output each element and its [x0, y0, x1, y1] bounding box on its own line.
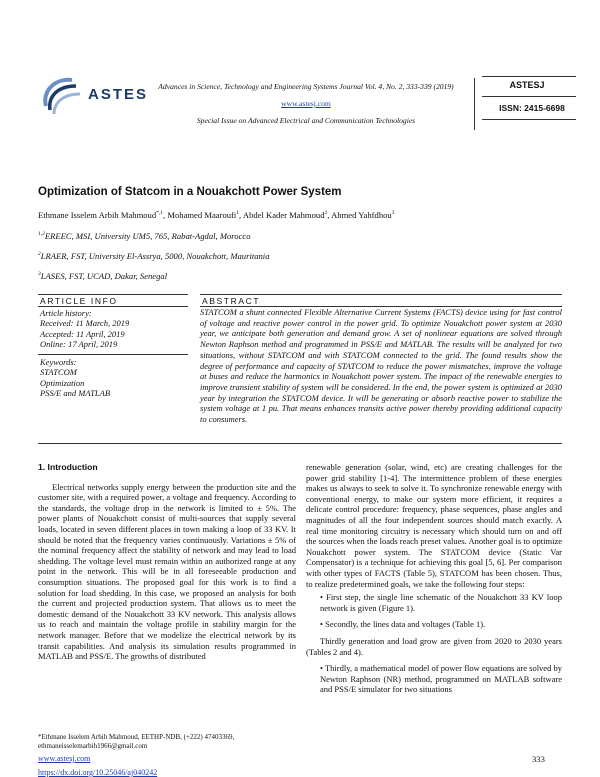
section-heading: 1. Introduction — [38, 462, 98, 472]
keyword-item: Optimization — [40, 377, 85, 388]
keyword-item: STATCOM — [40, 367, 77, 378]
affiliation-1: $^{1,2}$EREEC, MSI, University UM5, 765, Rabat-Agdal, Morocco — [38, 231, 251, 241]
intro-paragraph: Electrical networks supply energy between the production site and the customer site, with a required power, a voltage and frequency. According to the standards, the voltage drop in the network is limited to ± 5%. The power plants of Nouakchott consist of multi-sources that supply several loads, located in seven different places in town making a loop of 33 KV. It should be noted that the frequency varies continuously. Variations ± 5% of the nominal frequency affect the stability of network and may lead to load shedding. The voltage level must remain within an authorized range at any point in the network. This will be in all foreseeable production and consumption situations. The proposed goal for this work is to find a solution for load shedding. In this case, we proposed an analysis for both the current and projected production system. That allows us to meet the domestic demand of the Nouakchott 33 KV network. This analysis allows us to reach and maintain the voltage profile in stability margin for the network manager. Before that we modelize the electrical network by its transit capabilities. And analysis its simulation results programmed in MATLAB and PSS/E. The growths of distributed — [38, 481, 296, 662]
section-rule — [38, 443, 562, 444]
info-rule — [38, 354, 188, 355]
right-column — [306, 462, 562, 695]
author-name: Mohamed Maaroufi — [167, 210, 237, 220]
paper-title: Optimization of Statcom in a Nouakchott Power System — [38, 186, 342, 198]
article-info-label: ARTICLE INFO — [40, 296, 118, 306]
list-item: • Thirdly, a mathematical model of power flow equations are solved by Newton Raphson (NR) method, programmed on MATLAB software and PSS/E simulator for two situations — [320, 663, 562, 695]
abstract-text: STATCOM a shunt connected Flexible Alternative Current Systems (FACTS) device using for fast control of voltage and reactive power control in the power grid. To optimize Nouakchott power system at 2030 year, we anticipate both generation and demand grow. A set of nonlinear equations are solved through Newton Raphson method and programmed in PSS/E and MATLAB. The results will be analyzed for two situations, without STATCOM and with STATCOM connected to the grid. The found results show the degree of performance and capacity of STATCOM to reduce the power mismatches, improve the voltage at buses and reduce the harmonics in Nouakchott power system. The impact of the renewable energies to improve transient stability of system will be considered. In the end, the power system is optimized at 2030 year by integration the STATCOM device. It will be generating or absorb reactive power to stabilize the system voltage at 1 pu. That means enhances transits active power thereby providing additional capacity to consumers. — [200, 307, 562, 425]
left-column — [38, 462, 296, 662]
corresponding-footnote: *Ethmane Isselem Arbih Mahmoud, EETHP-NDB, (+222) 47403369, ethmaneisselemarbih1966@gmail.com — [38, 733, 235, 750]
journal-line: Advances in Science, Technology and Engineering Systems Journal Vol. 4, No. 2, 333-339 (2019) — [158, 82, 454, 91]
author-name: Ethmane Isselem Arbih Mahmoud — [38, 210, 157, 220]
info-rule — [38, 306, 188, 307]
author-list: Ethmane Isselem Arbih Mahmoud$^{*,1}$, Mohamed Maaroufi$^1$, Abdel Kader Mahmoud$^2$, Ahmed Yahfdhou$^3$ — [38, 210, 395, 220]
footer-url-link[interactable]: www.astesj.com — [38, 754, 91, 763]
header-rule — [482, 96, 576, 97]
journal-url-link[interactable]: www.astesj.com — [281, 99, 331, 108]
keyword-item: PSS/E and MATLAB — [40, 387, 111, 398]
author-sup: 1 — [236, 210, 240, 217]
article-history: Article history: Received: 11 March, 2019 Accepted: 11 April, 2019 Online: 17 April, 2019 — [40, 308, 130, 349]
special-issue-line: Special Issue on Advanced Electrical and Communication Technologies — [196, 116, 416, 125]
author-sup: 3 — [391, 210, 395, 217]
list-item: • First step, the single line schematic of the Nouakchott 33 KV loop network is given (Figure 1). — [320, 592, 562, 613]
astes-logo-icon — [38, 72, 88, 120]
author-sup: 2 — [324, 210, 328, 217]
affiliation-2: $^2$LRAER, FST, University El-Assrya, 5000, Nouakchott, Mauritania — [38, 251, 270, 261]
header-rule — [482, 76, 576, 77]
header-rule — [482, 119, 576, 120]
page-number: 333 — [532, 754, 545, 764]
body-paragraph: Thirdly generation and load grow are given from 2020 to 2030 years (Tables 2 and 4). — [306, 635, 562, 657]
info-rule — [38, 294, 188, 295]
author-name: Abdel Kader Mahmoud — [242, 210, 325, 220]
header-divider — [474, 78, 475, 130]
abstract-rule — [200, 294, 562, 295]
logo-text: ASTES — [88, 86, 149, 103]
issn-label: ISSN: 2415-6698 — [499, 103, 565, 113]
author-name: Ahmed Yahfdhou — [331, 210, 392, 220]
abstract-label: ABSTRACT — [202, 296, 261, 306]
brand-label: ASTESJ — [509, 80, 545, 90]
author-sup: *,1 — [156, 210, 164, 217]
body-paragraph: renewable generation (solar, wind, etc) are creating challenges for the power grid stability [1-4]. The intermittence problem of these energies makes us always to seek to solve it. To synchronize renewable energy with conventional energy, to make our system more efficient, it requires a delicate control procedure: frequency, phase sequences, phase angles and magnitudes of all the four independent sources should match exactly. A real time monitoring circuitry is necessary which should turn on and off the sources when the loads reach preset values. Another goal is to optimize Nouakchott power system. The STATCOM device (Static Var Compensator) is a technique for achieving this goal [5, 6]. Per comparison with other types of FACTS (Table 5), STATCOM has been chosen. Thus, to realize predetermined goals, we take the following four steps: — [306, 462, 562, 589]
affiliation-3: $^3$LASES, FST, UCAD, Dakar, Senegal — [38, 271, 168, 281]
footer-doi-link[interactable]: https://dx.doi.org/10.25046/aj040242 — [38, 768, 158, 777]
list-item: • Secondly, the lines data and voltages (Table 1). — [320, 619, 486, 630]
keywords-block: Keywords: STATCOM Optimization PSS/E and MATLAB — [40, 357, 111, 398]
